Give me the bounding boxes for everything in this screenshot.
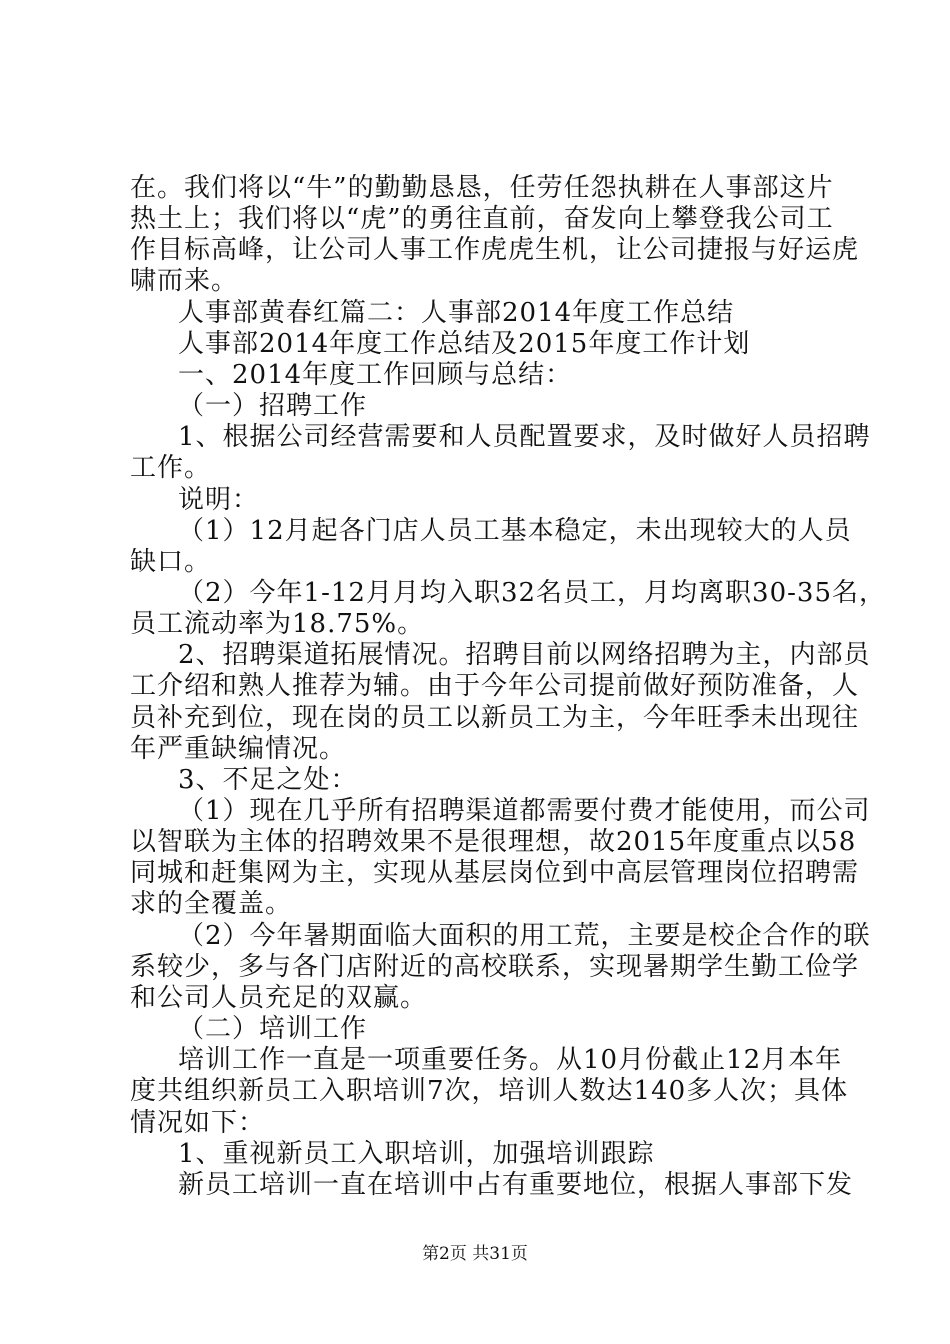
body-line: 1、重视新员工入职培训，加强培训跟踪 [178,1139,655,1169]
body-line: 作目标高峰，让公司人事工作虎虎生机，让公司捷报与好运虎 [130,235,860,265]
body-line: 说明： [178,485,260,515]
body-line: 系较少，多与各门店附近的高校联系，实现暑期学生勤工俭学 [130,952,860,982]
body-line: 培训工作一直是一项重要任务。从10月份截止12月本年 [178,1045,843,1075]
body-line: 人事部黄春红篇二：人事部2014年度工作总结 [178,298,735,328]
page-number-footer: 第2页 共31页 [422,1244,528,1264]
body-line: 以智联为主体的招聘效果不是很理想，故2015年度重点以58 [130,827,857,857]
body-line: 工作。 [130,453,212,483]
body-line: 2、招聘渠道拓展情况。招聘目前以网络招聘为主，内部员 [178,640,871,670]
body-line: 缺口。 [130,547,212,577]
body-line: 情况如下： [130,1108,266,1138]
subsection-heading: （一）招聘工作 [178,391,368,421]
body-line: （2）今年暑期面临大面积的用工荒，主要是校企合作的联 [178,921,871,951]
body-line: （1）现在几乎所有招聘渠道都需要付费才能使用，而公司 [178,796,871,826]
body-line: 员工流动率为18.75%。 [130,609,425,639]
body-line: （1）12月起各门店人员工基本稳定，未出现较大的人员 [178,516,852,546]
body-line: 新员工培训一直在培训中占有重要地位，根据人事部下发 [178,1170,854,1200]
body-line: 同城和赶集网为主，实现从基层岗位到中高层管理岗位招聘需 [130,858,860,888]
subsection-heading: （二）培训工作 [178,1014,368,1044]
body-line: 和公司人员充足的双赢。 [130,983,428,1013]
body-line: 热土上；我们将以“虎”的勇往直前，奋发向上攀登我公司工 [130,204,834,234]
body-line: 在。我们将以“牛”的勤勤恳恳，任劳任怨执耕在人事部这片 [130,173,834,203]
body-line: 员补充到位，现在岗的员工以新员工为主，今年旺季未出现往 [130,703,860,733]
body-line: 1、根据公司经营需要和人员配置要求，及时做好人员招聘 [178,422,871,452]
body-line: 年严重缺编情况。 [130,734,347,764]
body-line: （2）今年1-12月月均入职32名员工，月均离职30-35名， [178,578,886,608]
body-line: 啸而来。 [130,266,239,296]
body-line: 3、不足之处： [178,765,358,795]
body-line: 工介绍和熟人推荐为辅。由于今年公司提前做好预防准备，人 [130,671,860,701]
section-heading: 一、2014年度工作回顾与总结： [178,360,573,390]
body-line: 度共组织新员工入职培训7次，培训人数达140多人次；具体 [130,1076,849,1106]
body-line: 求的全覆盖。 [130,889,293,919]
body-line: 人事部2014年度工作总结及2015年度工作计划 [178,329,751,359]
